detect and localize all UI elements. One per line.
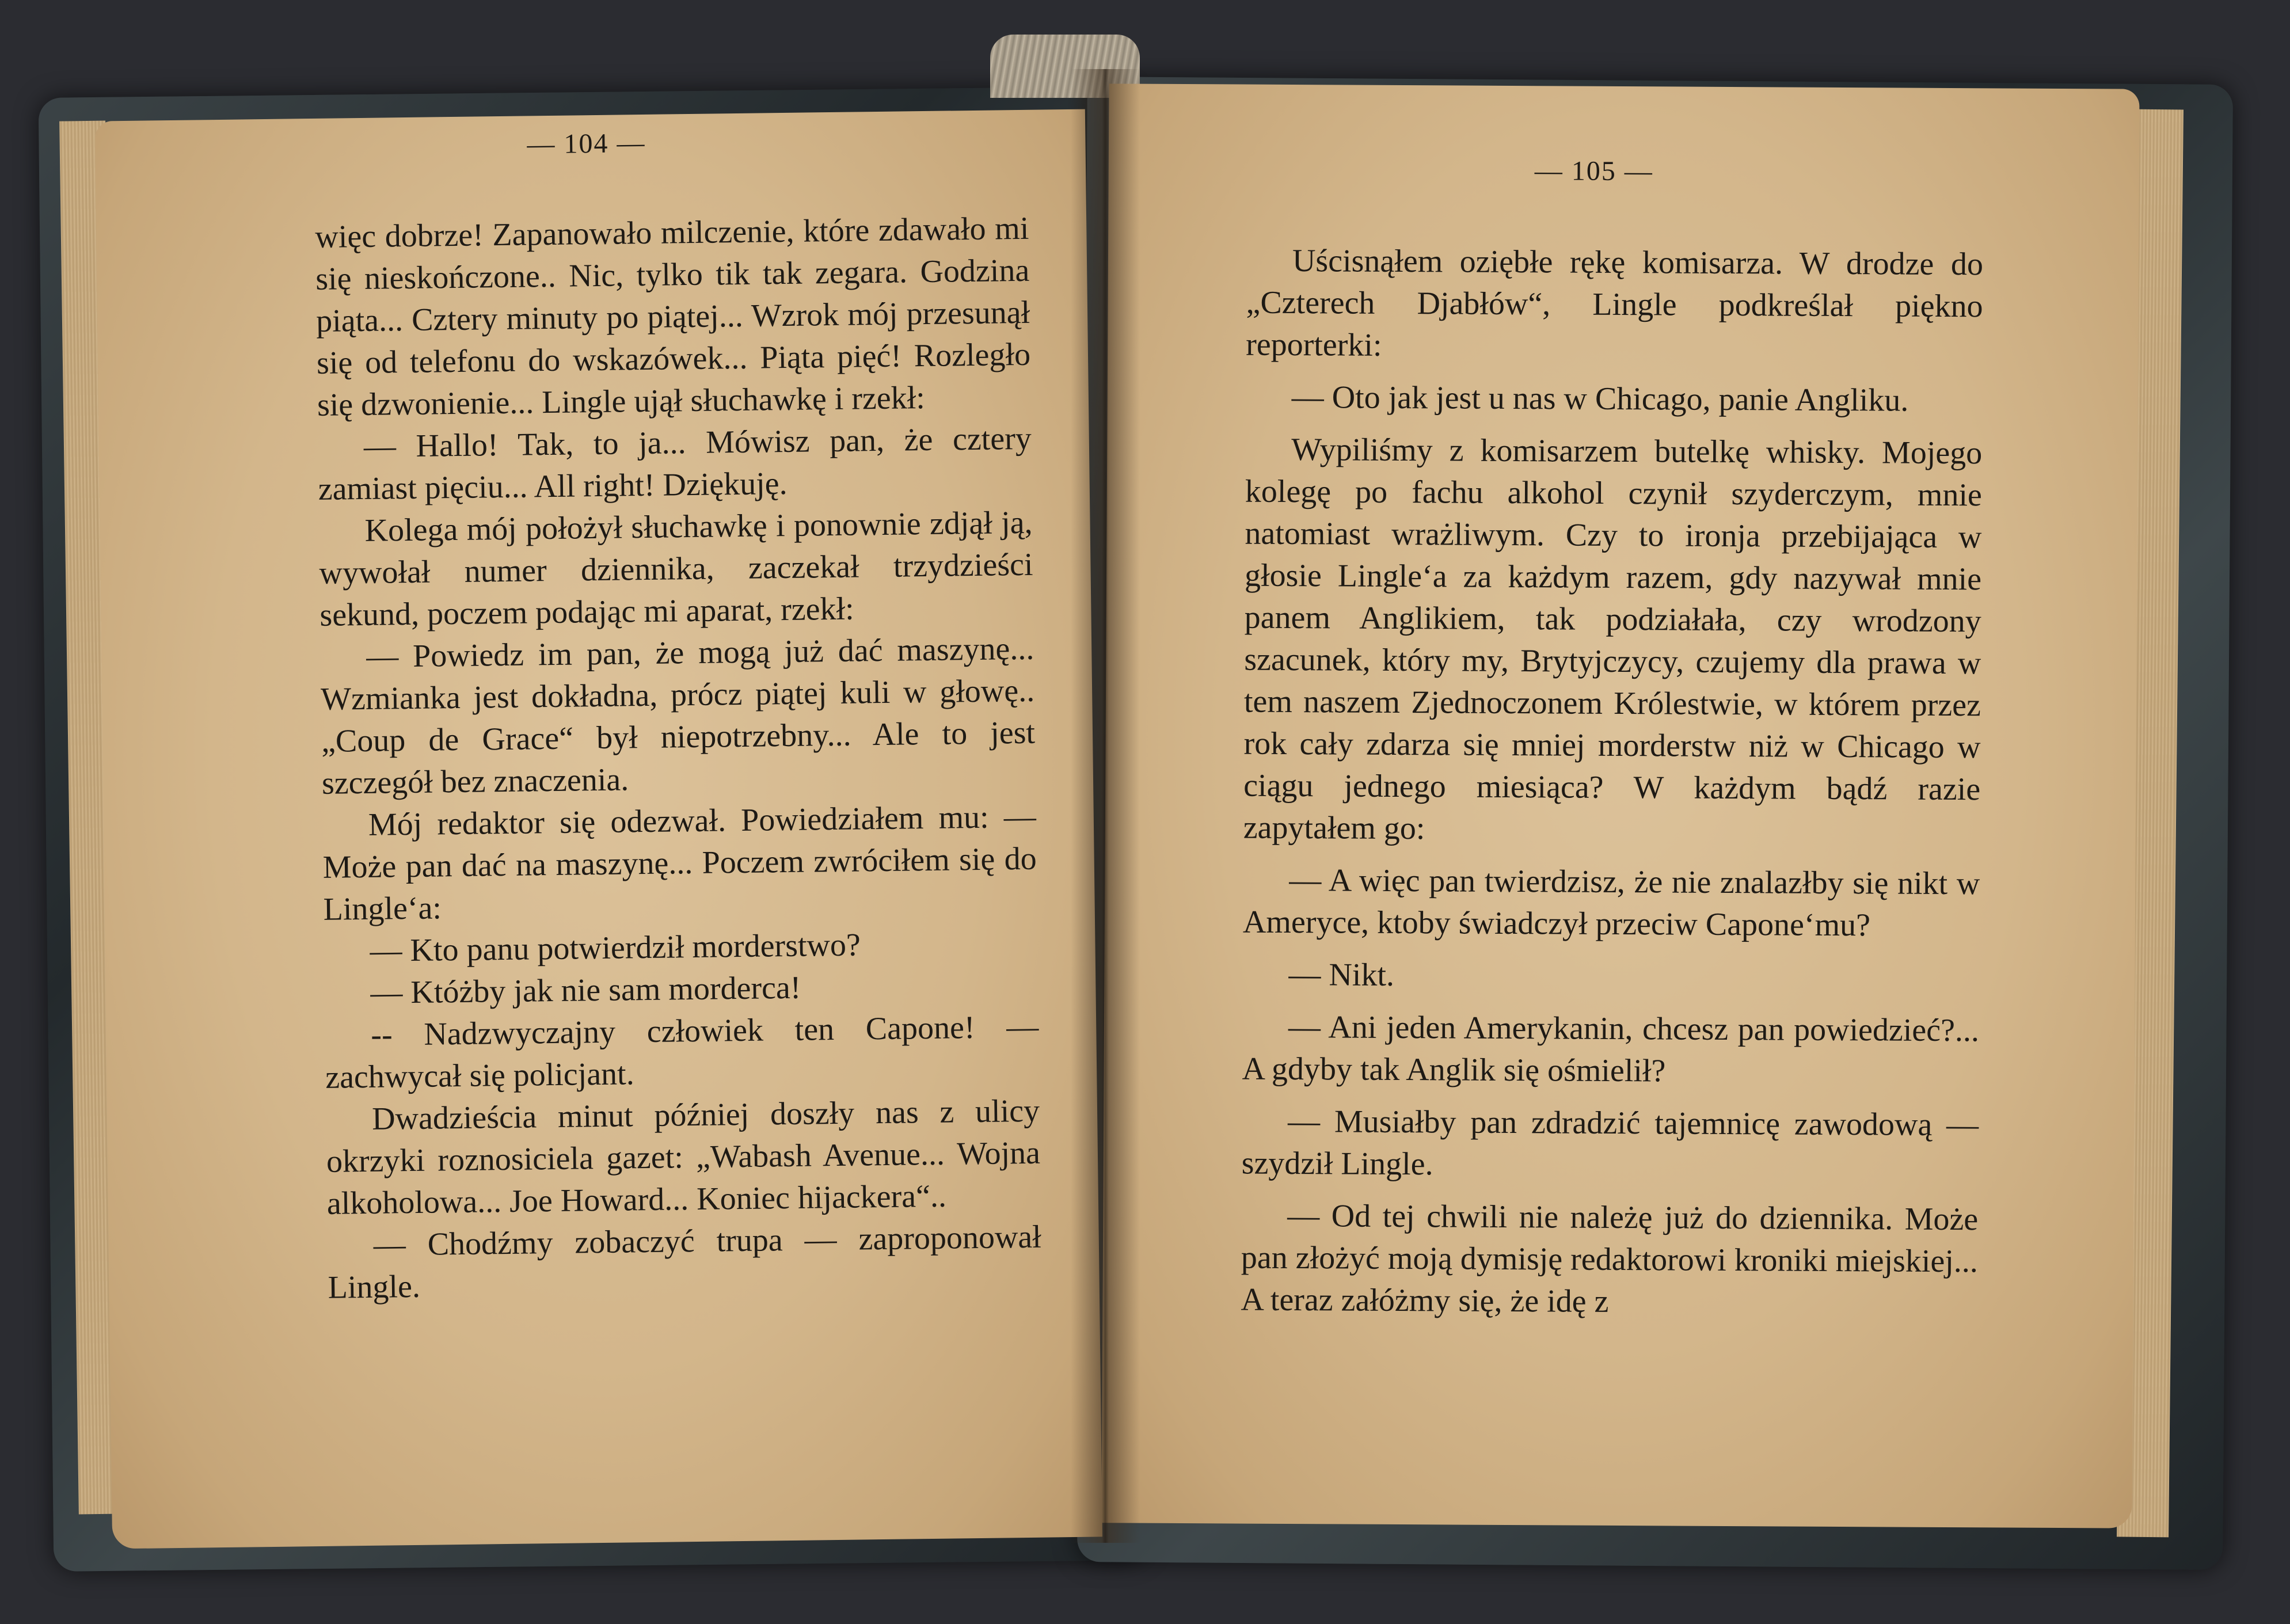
paragraph: Wypiliśmy z komisarzem butelkę whisky. Mojego kolegę po fachu alkohol czynił szyderczym, mnie natomiast wrażliwym. Czy to ironja przebijająca w głosie Lingle‘a za każdym razem, gdy nazywał mnie panem Anglikiem, tak podziałała, czy wrodzony szacunek, który my, Brytyjczycy, czujemy dla prawa w tem naszem Zjednoczonem Królestwie, w którem przez rok cały zdarza się mniej morderstw niż w Chicago w ciągu jednego miesiąca? W każdym bądź razie zapytałem go: <box>1243 431 1983 847</box>
paragraph: — Musiałby pan zdradzić tajemnicę zawodową — szydził Lingle. <box>1241 1103 1979 1182</box>
page-number-left: — 104 — <box>527 127 646 160</box>
right-page <box>1101 83 2139 1528</box>
paragraph: -- Nadzwyczajny człowiek ten Capone! — zachwycał się policjant. <box>325 1009 1039 1096</box>
paragraph: Dwadzieścia minut później doszły nas z ulicy okrzyki roznosiciela gazet: „Wabash Avenue... Wojna alkoholowa... Joe Howard... Koniec hijackera“.. <box>326 1093 1041 1222</box>
paragraph: — Któżby jak nie sam morderca! <box>370 969 801 1011</box>
right-page-text <box>1241 240 1983 1325</box>
paragraph: Uścisnąłem oziębłe rękę komisarza. W drodze do „Czterech Djabłów“, Lingle podkreślał piękno reporterki: <box>1246 243 1984 363</box>
paragraph: — Powiedz im pan, że mogą już dać maszynę... Wzmianka jest dokładna, prócz piątej kuli w głowę.. „Coup de Grace“ był niepotrzebny... Ale to jest szczegół bez znaczenia. <box>320 630 1036 801</box>
paragraph: — Oto jak jest u nas w Chicago, panie Angliku. <box>1291 379 1909 419</box>
paragraph: — Kto panu potwierdził morderstwo? <box>370 927 861 969</box>
paragraph: — A więc pan twierdzisz, że nie znalazłby się nikt w Ameryce, ktoby świadczył przeciw Capone‘mu? <box>1242 862 1980 944</box>
paragraph: — Ani jeden Amerykanin, chcesz pan powiedzieć?... A gdyby tak Anglik się ośmielił? <box>1242 1009 1980 1089</box>
paragraph: — Nikt. <box>1288 956 1395 993</box>
left-page <box>95 109 1102 1549</box>
page-number-right: — 105 — <box>1534 155 1653 187</box>
paragraph: — Hallo! Tak, to ja... Mówisz pan, że cztery zamiast pięciu... All right! Dziękuję. <box>318 420 1032 507</box>
paragraph: — Od tej chwili nie należę już do dziennika. Może pan złożyć moją dymisję redaktorowi kroniki miejskiej... A teraz załóżmy się, że idę z <box>1241 1197 1979 1319</box>
paragraph: — Chodźmy zobaczyć trupa — zaproponował Lingle. <box>328 1219 1042 1306</box>
paragraph: Kolega mój położył słuchawkę i ponownie zdjął ją, wywołał numer dziennika, zaczekał trzydzieści sekund, poczem podając mi aparat, rzekł: <box>319 504 1033 633</box>
left-page-text <box>315 208 1042 1309</box>
book-gutter-shadow <box>1071 69 1140 1543</box>
paragraph: więc dobrze! Zapanowało milczenie, które zdawało mi się nieskończone.. Nic, tylko tik tak zegara. Godzina piąta... Cztery minuty po piątej... Wzrok mój przesunął się od telefonu do wskazówek... Piąta pięć! Rozległo się dzwonienie... Lingle ujął słuchawkę i rzekł: <box>315 210 1031 423</box>
paragraph: Mój redaktor się odezwał. Powiedziałem mu: — Może pan dać na maszynę... Poczem zwróciłem się do Lingle‘a: <box>322 798 1037 927</box>
